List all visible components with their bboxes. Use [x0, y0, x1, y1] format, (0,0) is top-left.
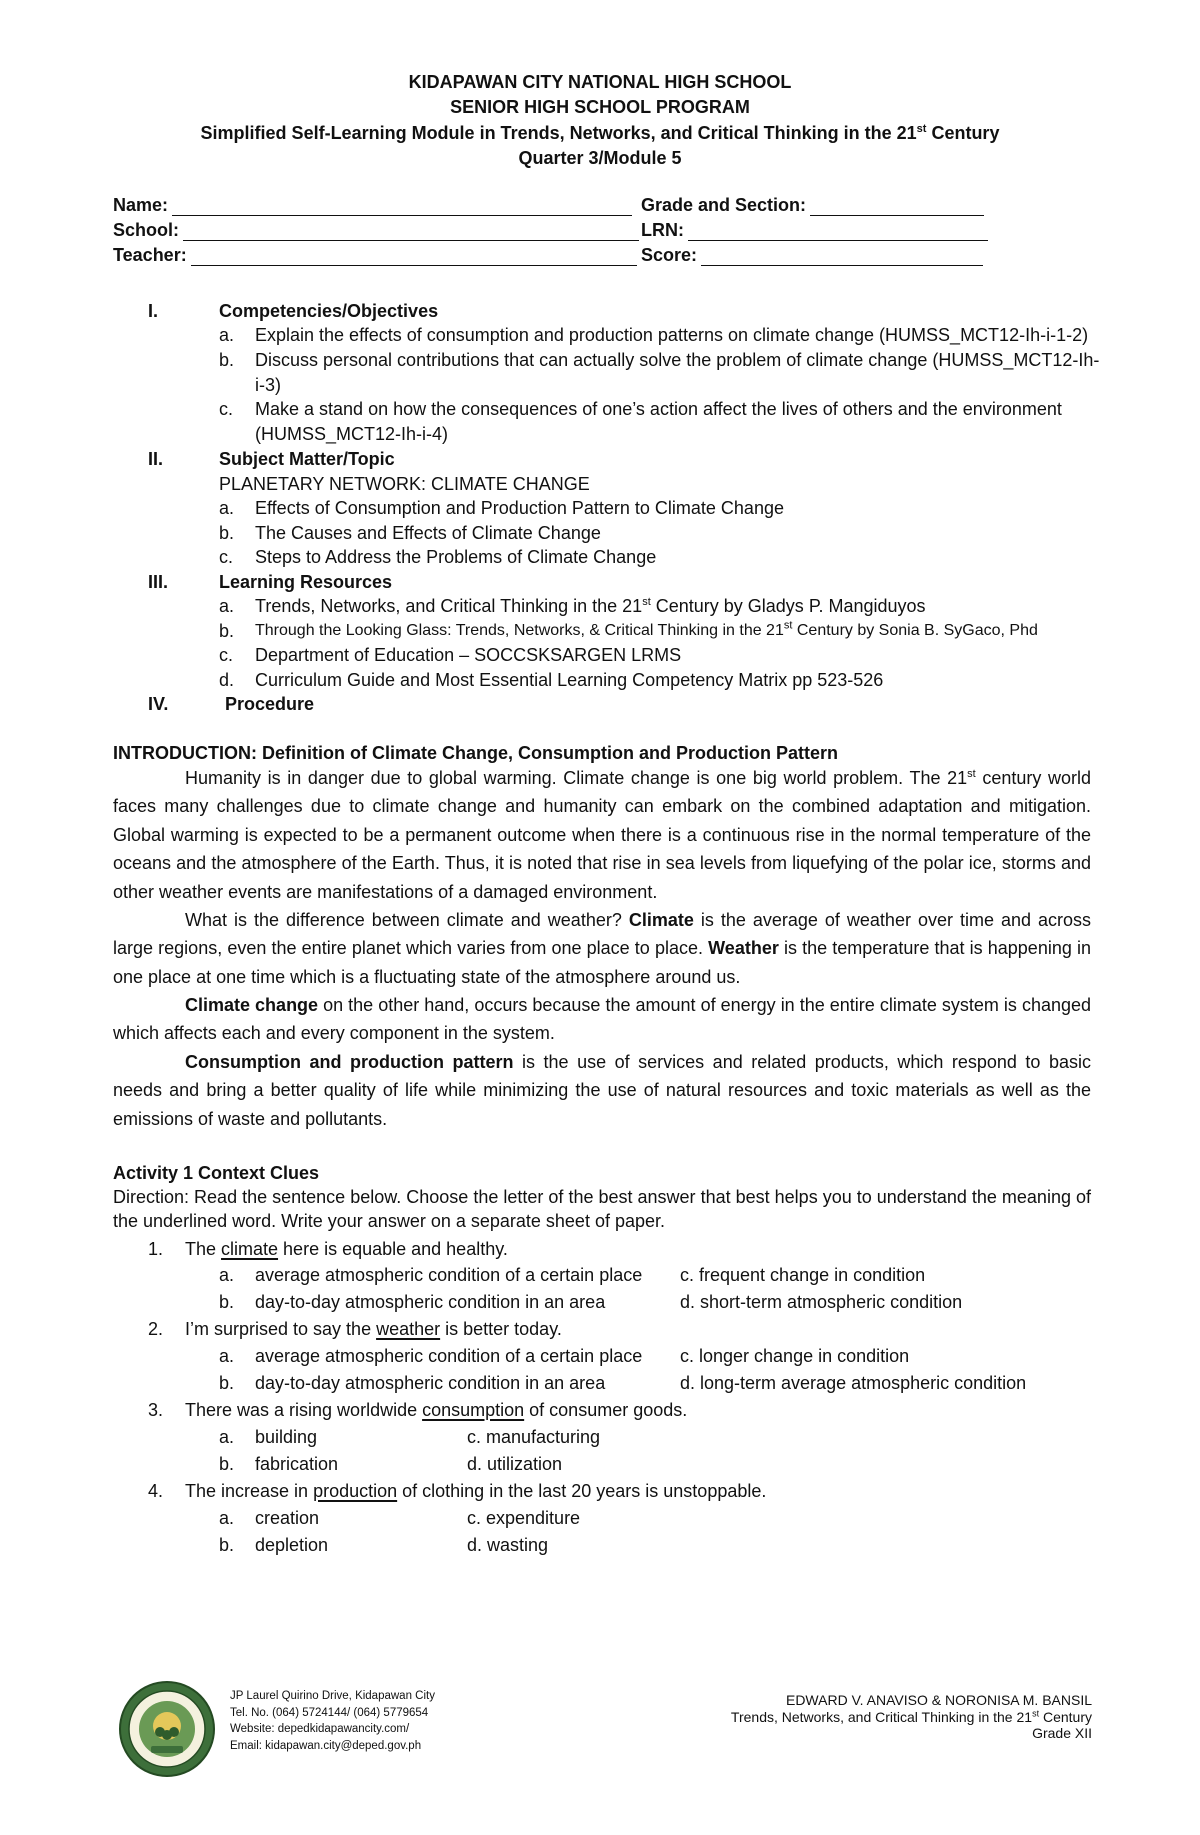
program-name: SENIOR HIGH SCHOOL PROGRAM	[450, 97, 750, 117]
q3-option-a: building	[255, 1427, 318, 1447]
objective-c-line2: (HUMSS_MCT12-Ih-i-4)	[255, 424, 449, 444]
section-title-3: Learning Resources	[219, 572, 393, 592]
module-authors	[731, 1692, 1092, 1742]
q3-option-c: c. manufacturing	[467, 1427, 601, 1447]
school-website[interactable]: Website: depedkidapawancity.com/	[230, 1723, 410, 1735]
q4-option-a: creation	[255, 1508, 320, 1528]
deped-seal-logo	[118, 1680, 216, 1778]
topic-item-b: The Causes and Effects of Climate Change	[255, 523, 601, 543]
objective-b-line2: i-3)	[255, 375, 281, 395]
q2-option-c: c. longer change in condition	[680, 1346, 910, 1366]
q4-option-b: depletion	[255, 1535, 329, 1555]
activity-title: Activity 1 Context Clues	[113, 1163, 320, 1183]
q2-option-a-letter: a.	[219, 1346, 235, 1366]
school-contact	[230, 1688, 435, 1754]
objective-letter-a: a.	[219, 325, 235, 345]
question-number-2: 2.	[148, 1319, 164, 1339]
section-title-1: Competencies/Objectives	[219, 301, 439, 321]
topic-item-c: Steps to Address the Problems of Climate Change	[255, 547, 657, 567]
school-telephone: Tel. No. (064) 5724144/ (064) 5779654	[230, 1706, 429, 1719]
q4-option-a-letter: a.	[219, 1508, 235, 1528]
resource-c: Department of Education – SOCCSKSARGEN LRMS	[255, 645, 682, 665]
objective-letter-c: c.	[219, 399, 234, 419]
section-numeral-3: III.	[148, 572, 169, 592]
module-title: Simplified Self-Learning Module in Trends, Networks, and Critical Thinking in the 21st Century	[200, 123, 1000, 143]
q1-option-b-letter: b.	[219, 1292, 235, 1312]
section-title-2: Subject Matter/Topic	[219, 449, 395, 469]
score-field[interactable]: Score:	[641, 245, 983, 266]
intro-paragraph-4: Consumption and production pattern is the use of services and related products, which respond to basic needs and bring a better quality of life while minimizing the use of natural resources and toxic materials as well as the emissions of waste and pollutants.	[113, 1052, 1091, 1129]
topic-item-a: Effects of Consumption and Production Pattern to Climate Change	[255, 498, 784, 518]
topic-name: PLANETARY NETWORK: CLIMATE CHANGE	[219, 474, 590, 494]
q3-option-a-letter: a.	[219, 1427, 235, 1447]
question-number-3: 3.	[148, 1400, 164, 1420]
q4-option-d: d. wasting	[467, 1535, 549, 1555]
grade-level: Grade XII	[1032, 1725, 1092, 1741]
lrn-field[interactable]: LRN:	[641, 220, 988, 241]
q3-option-b: fabrication	[255, 1454, 339, 1474]
q2-option-b-letter: b.	[219, 1373, 235, 1393]
q1-option-b: day-to-day atmospheric condition in an area	[255, 1292, 606, 1312]
school-email[interactable]: Email: kidapawan.city@deped.gov.ph	[230, 1739, 422, 1752]
resource-d: Curriculum Guide and Most Essential Learning Competency Matrix pp 523-526	[255, 670, 884, 690]
q1-option-d: d. short-term atmospheric condition	[680, 1292, 963, 1312]
section-numeral-4: IV.	[148, 694, 169, 714]
grade-section-field[interactable]: Grade and Section:	[641, 195, 984, 216]
introduction-heading: INTRODUCTION: Definition of Climate Change, Consumption and Production Pattern	[113, 743, 838, 763]
topic-letter-c: c.	[219, 547, 234, 567]
teacher-field[interactable]: Teacher:	[113, 245, 637, 266]
school-field[interactable]: School:	[113, 220, 639, 241]
authors-names: EDWARD V. ANAVISO & NORONISA M. BANSIL	[785, 1692, 1092, 1708]
resource-b: Through the Looking Glass: Trends, Networks, & Critical Thinking in the 21st Century by Sonia B. SyGaco, Phd	[255, 619, 1038, 639]
section-numeral-1: I.	[148, 301, 159, 321]
q2-option-b: day-to-day atmospheric condition in an area	[255, 1373, 606, 1393]
objective-b-line1: Discuss personal contributions that can actually solve the problem of climate change (HUMSS_MCT12-Ih-	[255, 350, 1100, 370]
resource-a: Trends, Networks, and Critical Thinking in the 21st Century by Gladys P. Mangiduyos	[255, 596, 926, 616]
intro-paragraph-2: What is the difference between climate and weather? Climate is the average of weather over time and across large regions, even the entire planet which varies from one place to place. Weather is the temperature that is happening in one place at one time which is a fluctuating state of the atmosphere around us.	[113, 910, 1092, 987]
objective-letter-b: b.	[219, 350, 235, 370]
resource-letter-a: a.	[219, 596, 235, 616]
question-3: There was a rising worldwide consumption of consumer goods.	[185, 1400, 688, 1420]
name-field[interactable]: Name:	[113, 195, 632, 216]
q3-option-b-letter: b.	[219, 1454, 235, 1474]
q4-option-b-letter: b.	[219, 1535, 235, 1555]
q4-option-c: c. expenditure	[467, 1508, 581, 1528]
objective-c-line1: Make a stand on how the consequences of one’s action affect the lives of others and the environment	[255, 399, 1062, 419]
section-title-4: Procedure	[225, 694, 315, 714]
q3-option-d: d. utilization	[467, 1454, 563, 1474]
question-4: The increase in production of clothing in the last 20 years is unstoppable.	[185, 1481, 767, 1501]
question-number-4: 4.	[148, 1481, 164, 1501]
q1-option-a-letter: a.	[219, 1265, 235, 1285]
question-2: I’m surprised to say the weather is better today.	[185, 1319, 562, 1339]
question-1: The climate here is equable and healthy.	[185, 1239, 508, 1259]
resource-letter-d: d.	[219, 670, 235, 690]
topic-letter-a: a.	[219, 498, 235, 518]
q1-option-a: average atmospheric condition of a certain place	[255, 1265, 643, 1285]
section-numeral-2: II.	[148, 449, 164, 469]
objective-a: Explain the effects of consumption and production patterns on climate change (HUMSS_MCT12-Ih-i-1-2)	[255, 325, 1089, 345]
quarter-module: Quarter 3/Module 5	[518, 148, 682, 168]
q2-option-a: average atmospheric condition of a certain place	[255, 1346, 643, 1366]
activity-direction: Direction: Read the sentence below. Choose the letter of the best answer that best helps you to understand the meaning of the underlined word. Write your answer on a separate sheet of paper.	[113, 1187, 1091, 1231]
q1-option-c: c. frequent change in condition	[680, 1265, 926, 1285]
course-name: Trends, Networks, and Critical Thinking in the 21st Century	[730, 1707, 1092, 1725]
resource-letter-c: c.	[219, 645, 234, 665]
question-number-1: 1.	[148, 1239, 164, 1259]
intro-paragraph-3: Climate change on the other hand, occurs because the amount of energy in the entire climate system is changed which affects each and every component in the system.	[113, 995, 1092, 1044]
school-name: KIDAPAWAN CITY NATIONAL HIGH SCHOOL	[408, 72, 792, 92]
q2-option-d: d. long-term average atmospheric condition	[680, 1373, 1027, 1393]
school-address: JP Laurel Quirino Drive, Kidapawan City	[230, 1690, 435, 1702]
topic-letter-b: b.	[219, 523, 235, 543]
resource-letter-b: b.	[219, 621, 235, 641]
intro-paragraph-1: Humanity is in danger due to global warming. Climate change is one big world problem. The 21st century world faces many challenges due to climate change and humanity can embark on the combined adaptation and mitigation. Global warming is expected to be a permanent outcome when there is a continuous rise in the normal temperature of the oceans and the atmosphere of the Earth. Thus, it is noted that rise in sea levels from liquefying of the polar ice, storms and other weather events are manifestations of a damaged environment.	[113, 768, 1091, 902]
